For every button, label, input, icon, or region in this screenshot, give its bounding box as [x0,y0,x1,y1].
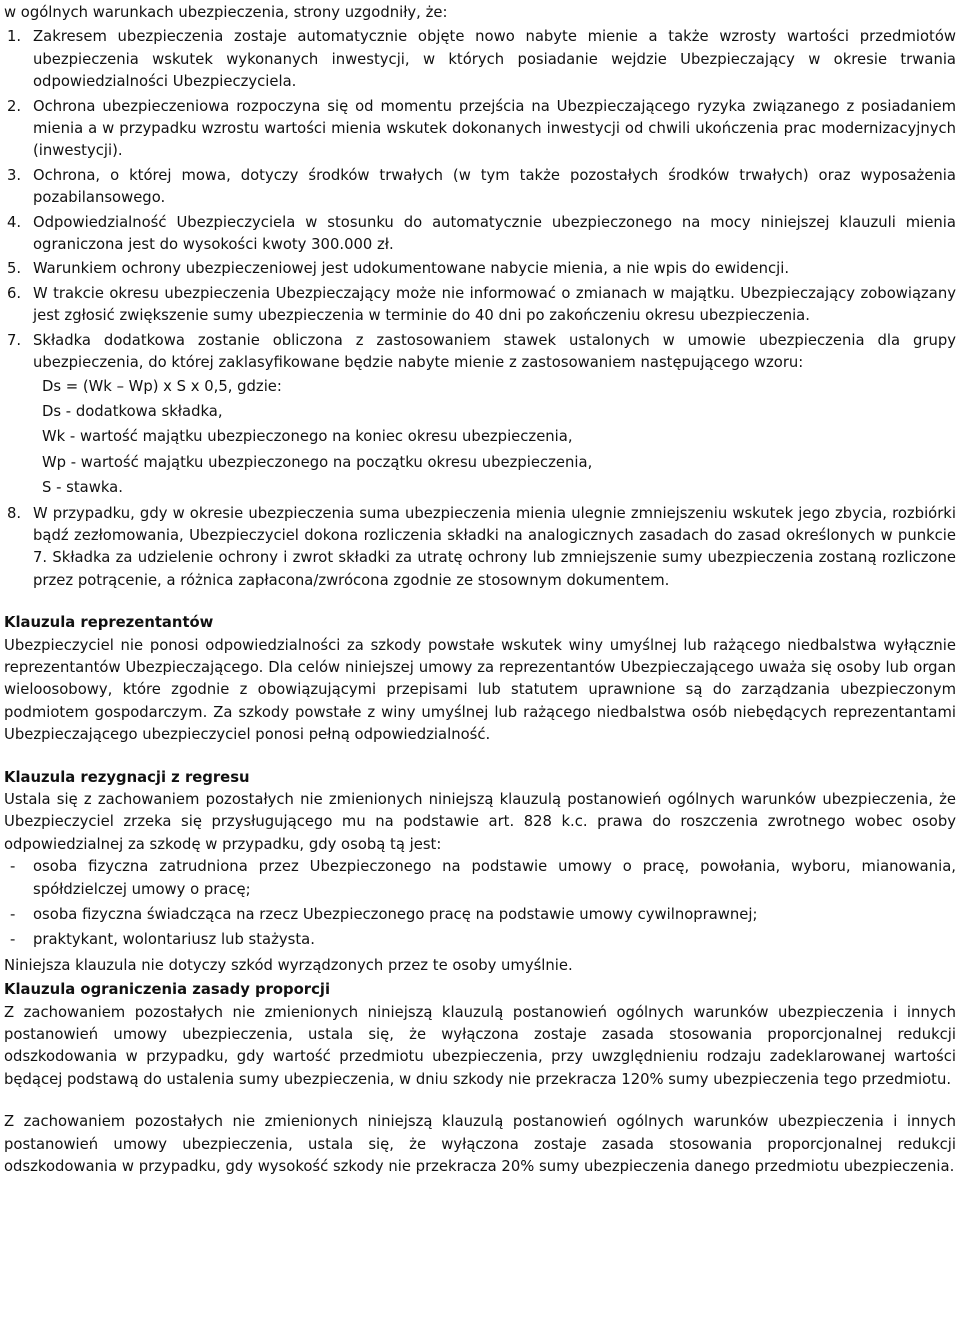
list-item [4,258,956,280]
section-text-proporcje-2: Z zachowaniem pozostałych nie zmienionych niniejszą klauzulą postanowień ogólnych warunków ubezpieczenia i innych postanowień umowy ubezpieczenia, ustala się, że wyłączona zostaje zasada stosowania proporcjonalnej redukcji odszkodowania w przypadku, gdy wysokość szkody nie przekracza 20% sumy ubezpieczenia danego przedmiotu ubezpieczenia. [4,1113,956,1176]
item-text: Warunkiem ochrony ubezpieczeniowej jest udokumentowane nabycie mienia, a nie wpis do ewidencji. [33,260,790,278]
list-item [4,96,956,163]
list-item: - osoba fizyczna zatrudniona przez Ubezpieczonego na podstawie umowy o pracę, powołania, wyboru, mianowania, spółdzielczej umowy o pracę; [10,858,956,898]
formula-line: Wk - wartość majątku ubezpieczonego na koniec okresu ubezpieczenia, [42,428,573,446]
item-number: 5. [7,260,22,278]
item-text: Ochrona ubezpieczeniowa rozpoczyna się od momentu przejścia na Ubezpieczającego ryzyka związanego z posiadaniem mienia a w przypadku wzrostu wartości mienia wskutek dokonanych inwestycji od chwili ukończenia prac modernizacyjnych (inwestycji). [33,97,956,160]
formula-block [33,376,956,500]
section-heading-proporcje: Klauzula ograniczenia zasady proporcji [4,981,331,999]
list-item [4,26,956,93]
item-text: Odpowiedzialność Ubezpieczyciela w stosunku do automatycznie ubezpieczonego na mocy niniejszej klauzuli mienia ograniczona jest do wysokości kwoty 300.000 zł. [33,213,956,254]
section-text-proporcje-1: Z zachowaniem pozostałych nie zmienionych niniejszą klauzulą postanowień ogólnych warunków ubezpieczenia i innych postanowień umowy ubezpieczenia, ustala się, że wyłączona zostaje zasada stosowania proporcjonalnej redukcji odszkodowania w przypadku, gdy wartość przedmiotu ubezpieczenia, przy uwzględnieniu rodzaju zadeklarowanej wartości będącej podstawą do ustalenia sumy ubezpieczenia, w dniu szkody nie przekracza 120% sumy ubezpieczenia tego przedmiotu. [4,1003,956,1088]
item-number: 8. [7,504,22,522]
section-note-regres: Niniejsza klauzula nie dotyczy szkód wyrządzonych przez te osoby umyślnie. [4,956,573,974]
item-text: Składka dodatkowa zostanie obliczona z zastosowaniem stawek ustalonych w umowie ubezpieczenia dla grupy ubezpieczenia, do której zaklasyfikowane będzie nabyte mienie z zastosowaniem następującego wzoru: [33,331,956,372]
list-item [4,503,956,593]
regres-list [4,856,956,952]
list-item [4,212,956,257]
list-item [4,330,956,500]
section-heading-regres: Klauzula rezygnacji z regresu [4,768,250,786]
conditions-list [4,26,956,592]
list-item: - praktykant, wolontariusz lub stażysta. [10,931,315,949]
section-heading-reprezentanci: Klauzula reprezentantów [4,614,214,632]
item-number: 7. [7,331,22,349]
list-item [4,165,956,210]
formula-line: Ds - dodatkowa składka, [42,402,223,420]
formula-line: Wp - wartość majątku ubezpieczonego na początku okresu ubezpieczenia, [42,453,593,471]
item-text: W trakcie okresu ubezpieczenia Ubezpieczający może nie informować o zmianach w majątku. Ubezpieczający zobowiązany jest zgłosić zwiększenie sumy ubezpieczenia w terminie do 40 dni po zakończeniu okresu ubezpieczenia. [33,284,956,325]
item-text: Zakresem ubezpieczenia zostaje automatycznie objęte nowo nabyte mienie a także wzrosty wartości przedmiotów ubezpieczenia wskutek wykonanych inwestycji, w których posiadanie wejdzie Ubezpieczający w okresie trwania odpowiedzialności Ubezpieczyciela. [33,28,956,91]
item-number: 1. [7,28,22,46]
item-number: 3. [7,166,22,184]
list-item-text: osoba fizyczna zatrudniona przez Ubezpieczonego na podstawie umowy o pracę, powołania, wyboru, mianowania, spółdzielczej umowy o pracę; [33,858,956,898]
item-text: W przypadku, gdy w okresie ubezpieczenia suma ubezpieczenia mienia ulegnie zmniejszeniu wskutek jego zbycia, rozbiórki bądź zezłomowania, Ubezpieczyciel dokona rozliczenia składki na analogicznych zasadach do zasad określonych w punkcie 7. Składka za udzielenie ochrony i zwrot składki za utratę ochrony lub zmniejszenie sumy ubezpieczenia zostaną rozliczone przez potrącenie, a różnica zapłacona/zwrócona zgodnie ze stosownym dokumentem. [33,504,956,589]
list-item: - osoba fizyczna świadcząca na rzecz Ubezpieczonego pracę na podstawie umowy cywilnoprawnej; [10,906,758,924]
formula-line: S - stawka. [42,479,123,497]
item-number: 4. [7,213,22,231]
list-item [4,283,956,328]
item-number: 2. [7,97,22,115]
section-text-regres: Ustala się z zachowaniem pozostałych nie zmienionych niniejszą klauzulą postanowień ogólnych warunków ubezpieczenia, że Ubezpieczyciel zrzeka się przysługującego mu na podstawie art. 828 k.c. prawa do roszczenia zwrotnego wobec osoby odpowiedzialnej za szkodę w przypadku, gdy osobą tą jest: [4,791,956,853]
list-item-text: osoba fizyczna świadcząca na rzecz Ubezpieczonego pracę na podstawie umowy cywilnoprawnej; [33,906,758,924]
intro-line: w ogólnych warunkach ubezpieczenia, strony uzgodniły, że: [4,4,448,21]
section-text-reprezentanci: Ubezpieczyciel nie ponosi odpowiedzialności za szkody powstałe wskutek winy umyślnej lub rażącego niedbalstwa wyłącznie reprezentantów Ubezpieczającego. Dla celów niniejszej umowy za reprezentantów Ubezpieczającego uważa się osoby lub organ wieloosobowy, które zgodnie z obowiązującymi przepisami lub statutem uprawnione są do zarządzania ubezpieczonym podmiotem gospodarczym. Za szkody powstałe z winy umyślnej lub rażącego niedbalstwa osób niebędących reprezentantami Ubezpieczającego ubezpieczyciel ponosi pełną odpowiedzialność. [4,636,956,744]
item-text: Ochrona, o której mowa, dotyczy środków trwałych (w tym także pozostałych środków trwałych) oraz wyposażenia pozabilansowego. [33,166,956,207]
item-number: 6. [7,284,22,302]
formula-line: Ds = (Wk – Wp) x S x 0,5, gdzie: [42,377,282,395]
list-item-text: praktykant, wolontariusz lub stażysta. [33,931,315,949]
